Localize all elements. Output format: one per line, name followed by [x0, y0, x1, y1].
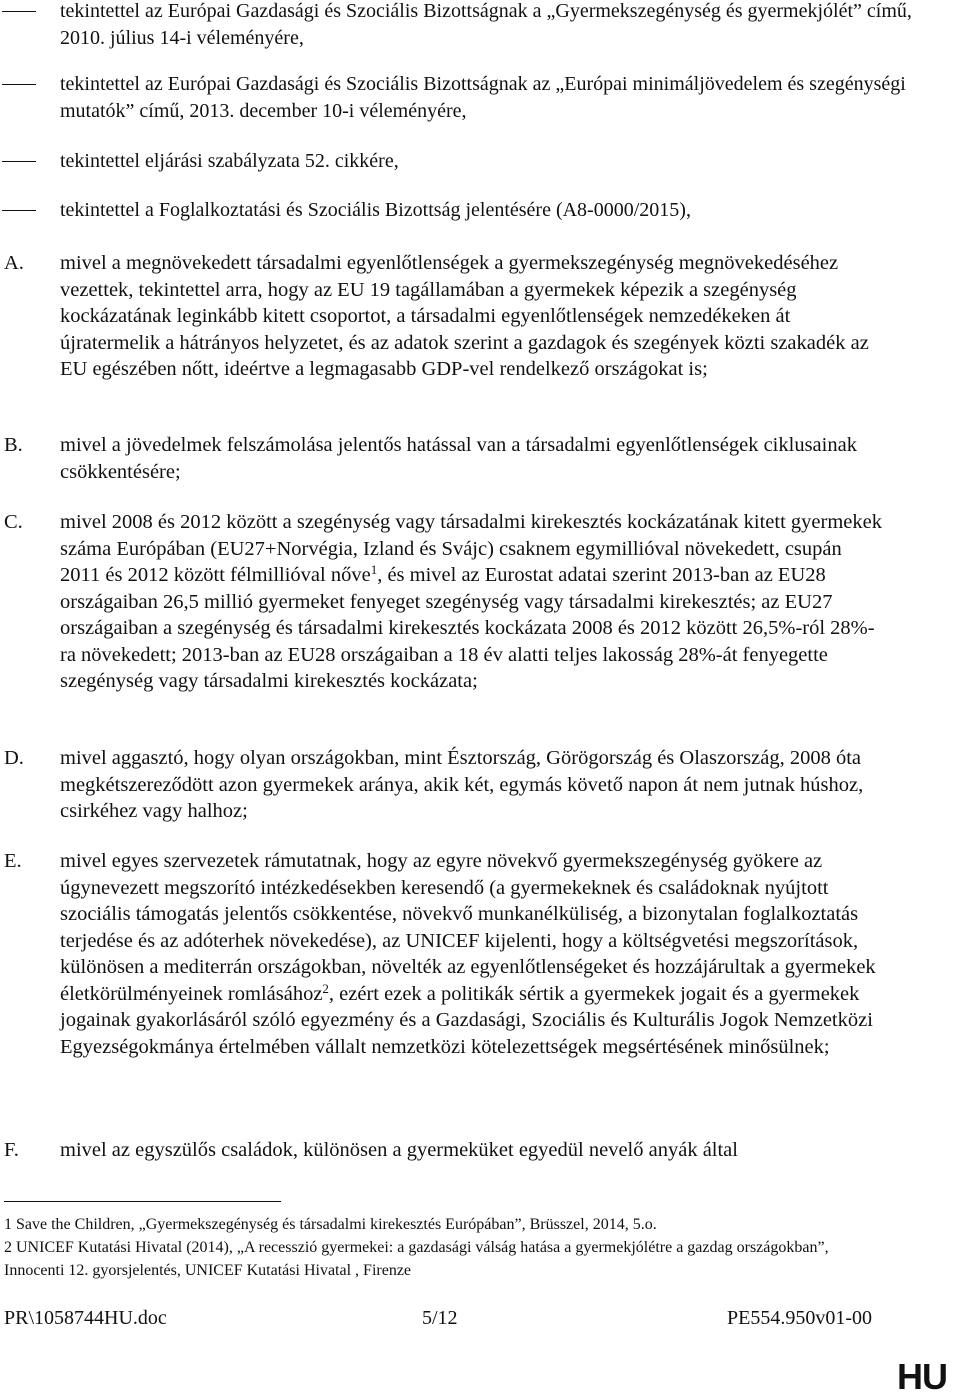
recital-text: mivel aggasztó, hogy olyan országokban, mint Észtország, Görögország és Olaszország, 2008 óta megkétszereződött azon gyermekek aránya, akik két, egymás követő napon át nem jutnak húshoz, csirkéhez vagy halhoz;	[60, 747, 864, 822]
recital-text: mivel az egyszülős családok, különösen a gyermeküket egyedül nevelő anyák által	[60, 1139, 738, 1161]
recital-letter: B.	[4, 434, 23, 456]
recital-text	[60, 509, 885, 695]
recital-letter: C.	[4, 511, 23, 533]
citation-text: tekintettel a Foglalkoztatási és Szociális Bizottság jelentésére (A8-0000/2015),	[60, 199, 691, 221]
recital-letter: D.	[4, 747, 24, 769]
footnote-reference: 2	[322, 980, 329, 996]
dash-bullet	[2, 161, 36, 162]
recital-letter: E.	[4, 850, 22, 872]
recital-letter: A.	[4, 252, 24, 274]
footer-pe-ref: PE554.950v01-00	[727, 1307, 872, 1329]
recital-text-part: , ezért ezek a politikák sértik a gyermekek jogait és a gyermekek jogainak gyakorlásáról szóló egyezmény és a Gazdasági, Szociális és Kulturális Jogok Nemzetközi Egyezségokmánya értelmében vállalt nemzetközi kötelezettségek megsértésének minősülnek;	[60, 982, 873, 1058]
dash-bullet	[2, 84, 36, 85]
citation-text: tekintettel az Európai Gazdasági és Szociális Bizottságnak a „Gyermekszegénység és gyermekjólét” című, 2010. július 14-i véleményére,	[60, 0, 912, 49]
recital-text-part: mivel 2008 és 2012 között a szegénység vagy társadalmi kirekesztés kockázatának kitett gyermekek száma Európában (EU27+Norvégia, Izland és Svájc) csaknem egymillióval növekedett, csupán 2011 és 2012 között félmillióval nőve	[60, 511, 882, 586]
citation-text: tekintettel eljárási szabályzata 52. cikkére,	[60, 150, 399, 172]
footnote-reference: 1	[370, 562, 378, 577]
recital-text: mivel a megnövekedett társadalmi egyenlőtlenségek a gyermekszegénység megnövekedéséhez vezettek, tekintettel arra, hogy az EU 19 tagállamában a gyermekek képezik a szegénység kockázatának leginkább kitett csoportot, a társadalmi egyenlőtlenségek nemzedékeken át újratermelik a hátrányos helyzetet, és az adatok szerint a gazdagok és szegények közti szakadék az EU egészében nőtt, ideértve a legmagasabb GDP-vel rendelkező országokat is;	[60, 252, 869, 380]
footer-page-number: 5/12	[422, 1307, 458, 1329]
recital-text	[60, 848, 885, 1060]
recital-text-part: mivel egyes szervezetek rámutatnak, hogy az egyre növekvő gyermekszegénység gyökere az úgynevezett megszorító intézkedésekben keresendő (a gyermekeknek és családoknak nyújtott szociális támogatás jelentős csökkentése, növekvő munkanélküliség, a bizonytalan foglalkoztatás terjedése és az adóterhek növekedése), az UNICEF kijelenti, hogy a költségvetési megszorítások, különösen a mediterrán országokban, növelték az egyenlőtlenségeket és hozzájárultak a gyermekek életkörülményeinek romlásához	[60, 850, 876, 1005]
dash-bullet	[2, 210, 36, 211]
footnote-2: 2 UNICEF Kutatási Hivatal (2014), „A recesszió gyermekei: a gazdasági válság hatása a gyermekjólétre a gazdag országokban”, Innocenti 12. gyorsjelentés, UNICEF Kutatási Hivatal , Firenze	[4, 1239, 829, 1279]
footer-doc-ref: PR\1058744HU.doc	[4, 1307, 167, 1329]
dash-bullet	[2, 11, 36, 12]
language-code: HU	[897, 1356, 947, 1397]
recital-letter: F.	[4, 1139, 19, 1161]
recital-text-part: , és mivel az Eurostat adatai szerint 2013-ban az EU28 országaiban 26,5 millió gyermeket fenyeget szegénység vagy társadalmi kirekesztés; az EU27 országaiban a szegénység és társadalmi kirekesztés kockázata 2008 és 2012 között 26,5%-ról 28%-ra növekedett; 2013-ban az EU28 országaiban a 18 év alatti teljes lakosság 28%-át fenyegette szegénység vagy társadalmi kirekesztés kockázata;	[60, 564, 875, 692]
footnote-separator	[4, 1201, 281, 1202]
footnote-1: 1 Save the Children, „Gyermekszegénység és társadalmi kirekesztés Európában”, Brüsszel, 2014, 5.o.	[4, 1216, 657, 1233]
citation-text: tekintettel az Európai Gazdasági és Szociális Bizottságnak az „Európai minimáljövedelem és szegénységi mutatók” című, 2013. december 10-i véleményére,	[60, 73, 906, 122]
recital-text: mivel a jövedelmek felszámolása jelentős hatással van a társadalmi egyenlőtlenségek ciklusainak csökkentésére;	[60, 434, 857, 483]
